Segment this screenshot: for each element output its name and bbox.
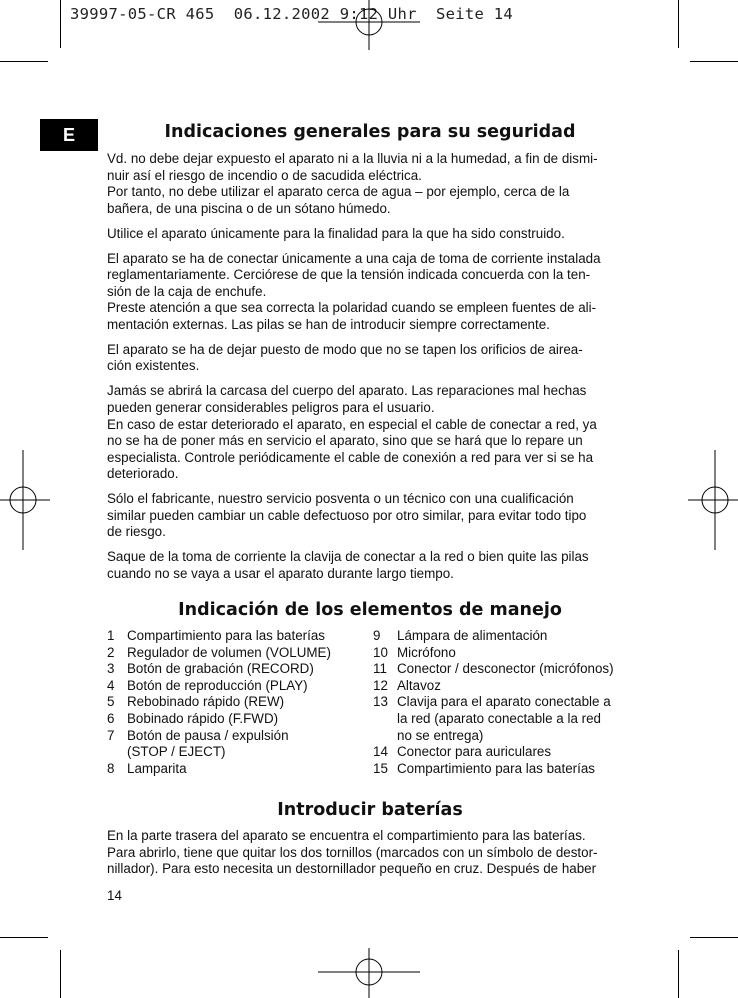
crop-mark	[0, 61, 48, 62]
text-line: mentación externas. Las pilas se han de introducir siempre correctamente.	[107, 316, 550, 332]
text-line: Sólo el fabricante, nuestro servicio posventa o un técnico con una cualificación	[107, 491, 574, 507]
registration-mark-icon	[688, 450, 738, 550]
print-slug: 39997-05-CR 465 06.12.2002 9:12 Uhr Seite 14	[70, 5, 514, 23]
text-line: sión de la caja de enchufe.	[107, 283, 267, 299]
crop-mark	[678, 0, 679, 48]
list-item: 2 Regulador de volumen (VOLUME)	[107, 644, 331, 660]
text-line: En la parte trasera del aparato se encuentra el compartimiento para las baterías.	[107, 828, 586, 843]
page-number: 14	[107, 888, 122, 903]
text-line: Para abrirlo, tiene que quitar los dos tornillos (marcados con un símbolo de destor-	[107, 844, 598, 860]
safety-paragraph	[107, 491, 637, 541]
crop-mark	[60, 0, 61, 48]
text-line: El aparato se ha de dejar puesto de modo que no se tapen los orificios de airea-	[107, 341, 583, 357]
crop-mark	[690, 937, 738, 938]
list-item: 15 Compartimiento para las baterías	[373, 760, 595, 776]
list-item: 12 Altavoz	[373, 677, 441, 693]
text-line: Saque de la toma de corriente la clavija de conectar a la red o bien quite las pilas	[107, 549, 589, 565]
text-line: similar pueden cambiar un cable defectuoso por otro similar, para evitar todo tipo	[107, 507, 587, 523]
batteries-heading: Introducir baterías	[277, 800, 463, 820]
list-item: 5 Rebobinado rápido (REW)	[107, 694, 285, 710]
text-line: especialista. Controle periódicamente el cable de conexión a red para ver si se ha	[107, 449, 594, 465]
text-line: reglamentariamente. Cerciórese de que la tensión indicada concuerda con la ten-	[107, 267, 591, 283]
safety-body	[107, 151, 637, 591]
list-item: (STOP / EJECT)	[127, 744, 226, 760]
registration-mark-icon	[318, 0, 420, 50]
list-item: 14 Conector para auriculares	[373, 744, 552, 760]
text-line: Utilice el aparato únicamente para la finalidad para la que ha sido construido.	[107, 225, 565, 241]
list-item: no se entrega)	[397, 727, 484, 743]
text-line: nillador). Para esto necesita un destornillador pequeño en cruz. Después de haber	[107, 861, 597, 877]
list-item: 8 Lamparita	[107, 760, 187, 776]
safety-paragraph	[107, 251, 637, 334]
crop-mark	[678, 950, 679, 998]
list-item: la red (aparato conectable a la red	[397, 710, 601, 726]
text-line: ción existentes.	[107, 358, 200, 374]
text-line: cuando no se vaya a usar el aparato durante largo tiempo.	[107, 565, 454, 581]
text-line: no se ha de poner más en servicio el aparato, sino que se hará que lo repare un	[107, 433, 583, 449]
text-line: Por tanto, no debe utilizar el aparato cerca de agua – por ejemplo, cerca de la	[107, 184, 570, 200]
language-tab: E	[40, 119, 98, 151]
crop-mark	[60, 950, 61, 998]
text-line: El aparato se ha de conectar únicamente a una caja de toma de corriente instalada	[107, 250, 601, 266]
safety-paragraph	[107, 383, 637, 483]
controls-list-left	[107, 628, 367, 777]
list-item: 10 Micrófono	[373, 644, 456, 660]
safety-paragraph	[107, 151, 637, 217]
registration-mark-icon	[0, 450, 50, 550]
list-item: 1 Compartimiento para las baterías	[107, 628, 325, 643]
text-line: bañera, de una piscina o de un sótano húmedo.	[107, 200, 391, 216]
list-item: 3 Botón de grabación (RECORD)	[107, 661, 314, 677]
list-item: 13 Clavija para el aparato conectable a	[373, 694, 611, 710]
text-line: deteriorado.	[107, 466, 179, 482]
text-line: pueden generar considerables peligros para el usuario.	[107, 399, 435, 415]
safety-paragraph	[107, 342, 637, 375]
crop-mark	[690, 61, 738, 62]
crop-mark	[0, 937, 48, 938]
text-line: Vd. no debe dejar expuesto el aparato ni a la lluvia ni a la humedad, a fin de dismi-	[107, 151, 598, 166]
controls-heading: Indicación de los elementos de manejo	[178, 600, 562, 620]
list-item: 7 Botón de pausa / expulsión	[107, 727, 289, 743]
controls-list-right	[373, 628, 643, 777]
list-item: 11 Conector / desconector (micrófonos)	[373, 661, 614, 677]
text-line: nuir así el riesgo de incendio o de sacudida eléctrica.	[107, 167, 422, 183]
text-line: de riesgo.	[107, 524, 166, 540]
text-line: En caso de estar deteriorado el aparato, en especial el cable de conectar a red, ya	[107, 416, 597, 432]
text-line: Preste atención a que sea correcta la polaridad cuando se empleen fuentes de ali-	[107, 300, 597, 316]
safety-paragraph	[107, 226, 637, 243]
list-item: 9 Lámpara de alimentación	[373, 628, 548, 643]
batteries-body	[107, 828, 637, 878]
text-line: Jamás se abrirá la carcasa del cuerpo del aparato. Las reparaciones mal hechas	[107, 383, 587, 399]
safety-paragraph	[107, 549, 637, 582]
list-item: 6 Bobinado rápido (F.FWD)	[107, 710, 279, 726]
registration-mark-icon	[318, 948, 420, 998]
list-item: 4 Botón de reproducción (PLAY)	[107, 677, 308, 693]
safety-heading: Indicaciones generales para su seguridad	[164, 122, 576, 142]
